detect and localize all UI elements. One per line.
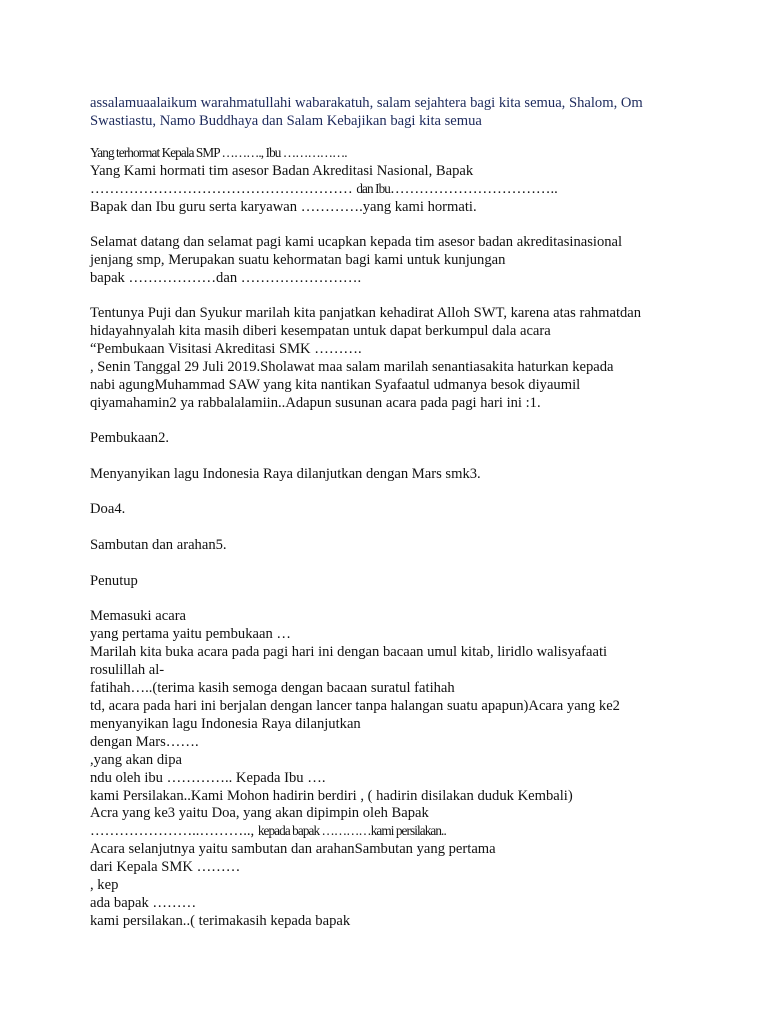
greeting-line-1: assalamuaalaikum warahmatullahi wabarakatuh, salam sejahtera bagi kita semua, Shalom, Om <box>90 95 643 111</box>
welcome-line-2: jenjang smp, Merupakan suatu kehormatan bagi kami untuk kunjungan <box>90 252 506 268</box>
agenda-item-5: Penutup <box>90 573 138 589</box>
salutation-line-3 <box>90 180 558 198</box>
proceedings-kepada-bapak: kepada bapak …………kami persilakan.. <box>257 823 446 838</box>
proceedings-line-17: ada bapak ……… <box>90 895 197 911</box>
welcome-line-3: bapak ………………dan ……………………. <box>90 270 362 286</box>
proceedings-line-8: dengan Mars……. <box>90 734 199 750</box>
praise-line-3: “Pembukaan Visitasi Akreditasi SMK ………. <box>90 341 362 357</box>
salutation-line-1: Yang terhormat Kepala SMP ………., Ibu ……………. <box>90 145 347 160</box>
welcome-line-1: Selamat datang dan selamat pagi kami ucapkan kepada tim asesor badan akreditasinasional <box>90 234 623 250</box>
proceedings-line-2: yang pertama yaitu pembukaan … <box>90 626 291 642</box>
praise-line-1: Tentunya Puji dan Syukur marilah kita panjatkan kehadirat Alloh SWT, karena atas rahmatdan <box>90 305 642 321</box>
proceedings-line-7: menyanyikan lagu Indonesia Raya dilanjutkan <box>90 716 361 732</box>
proceedings-line-12: Acra yang ke3 yaitu Doa, yang akan dipimpin oleh Bapak <box>90 805 429 821</box>
proceedings-dots: …………………..……….., <box>90 823 258 839</box>
greeting-line-2: Swastiastu, Namo Buddhaya dan Salam Kebajikan bagi kita semua <box>90 113 482 129</box>
praise-line-5: nabi agungMuhammad SAW yang kita nantikan Syafaatul udmanya besok diyaumil <box>90 377 581 393</box>
proceedings-line-1: Memasuki acara <box>90 608 187 624</box>
proceedings-line-13 <box>90 822 446 840</box>
proceedings-line-5: fatihah…..(terima kasih semoga dengan bacaan suratul fatihah <box>90 680 455 696</box>
agenda-item-1: Pembukaan2. <box>90 430 170 446</box>
salutation-line-2: Yang Kami hormati tim asesor Badan Akreditasi Nasional, Bapak <box>90 163 474 179</box>
agenda-item-3: Doa4. <box>90 501 126 517</box>
proceedings-line-11: kami Persilakan..Kami Mohon hadirin berdiri , ( hadirin disilakan duduk Kembali) <box>90 788 573 804</box>
praise-line-6: qiyamahamin2 ya rabbalalamiin..Adapun susunan acara pada pagi hari ini :1. <box>90 395 541 411</box>
agenda-item-4: Sambutan dan arahan5. <box>90 537 227 553</box>
proceedings-line-9: ,yang akan dipa <box>90 752 182 768</box>
praise-line-4: , Senin Tanggal 29 Juli 2019.Sholawat maa salam marilah senantiasakita haturkan kepada <box>90 359 614 375</box>
salutation-dots-2: …………………………….. <box>389 181 558 197</box>
proceedings-line-18: kami persilakan..( terimakasih kepada bapak <box>90 913 351 929</box>
agenda-item-2: Menyanyikan lagu Indonesia Raya dilanjutkan dengan Mars smk3. <box>90 466 481 482</box>
praise-line-2: hidayahnyalah kita masih diberi kesempatan untuk dapat berkumpul dala acara <box>90 323 551 339</box>
proceedings-line-15: dari Kepala SMK ……… <box>90 859 241 875</box>
proceedings-line-4: rosulillah al- <box>90 662 165 678</box>
proceedings-line-16: , kep <box>90 877 119 893</box>
proceedings-line-10: ndu oleh ibu ………….. Kepada Ibu …. <box>90 770 326 786</box>
salutation-dots-1: ……………………………………………… <box>90 181 357 197</box>
proceedings-line-6: td, acara pada hari ini berjalan dengan lancer tanpa halangan suatu apapun)Acara yang ke2 <box>90 698 620 714</box>
proceedings-line-14: Acara selanjutnya yaitu sambutan dan arahanSambutan yang pertama <box>90 841 496 857</box>
salutation-line-4: Bapak dan Ibu guru serta karyawan ………….yang kami hormati. <box>90 199 477 215</box>
salutation-dan-ibu: dan Ibu <box>356 181 390 196</box>
proceedings-line-3: Marilah kita buka acara pada pagi hari ini dengan bacaan umul kitab, liridlo walisyafaati <box>90 644 608 660</box>
